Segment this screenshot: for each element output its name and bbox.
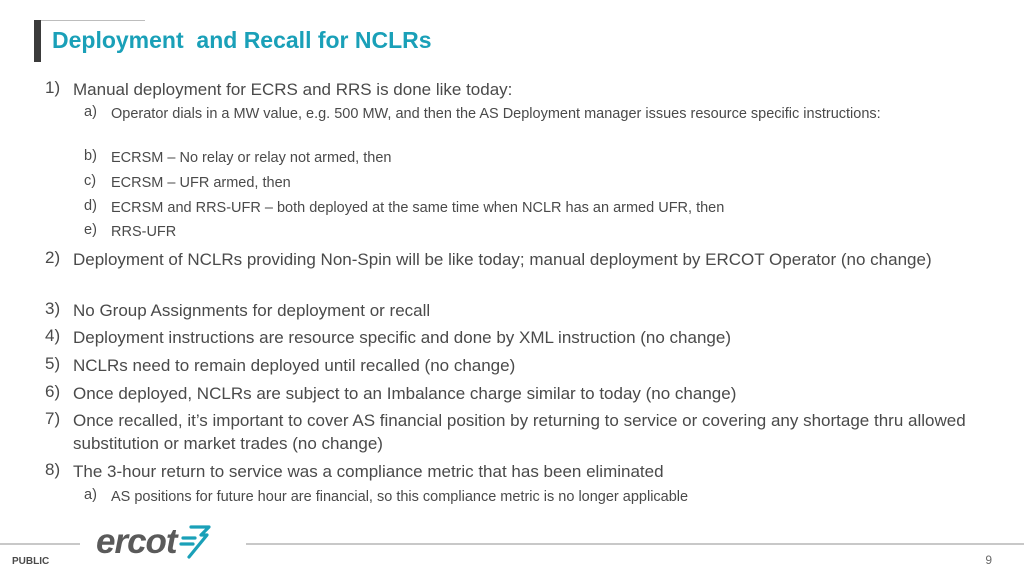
sub-list-letter: b): [84, 148, 97, 164]
list-text: The 3-hour return to service was a compliance metric that has been eliminated: [73, 462, 664, 481]
list-number: 3): [45, 299, 61, 318]
ercot-lightning-icon: [179, 524, 213, 560]
sub-list-text: ECRSM – UFR armed, then: [111, 175, 291, 191]
page-number: 9: [985, 553, 992, 567]
sub-list-letter: d): [84, 198, 97, 214]
list-number: 7): [45, 409, 61, 428]
list-text: Deployment of NCLRs providing Non-Spin will be like today; manual deployment by ERCOT Operator (no change): [73, 250, 932, 269]
list-number: 5): [45, 354, 61, 373]
list-number: 2): [45, 248, 61, 267]
list-number: 8): [45, 460, 61, 479]
logo-wordmark: ercot: [96, 522, 177, 561]
classification-label: PUBLIC: [12, 556, 50, 567]
slide-title: Deployment and Recall for NCLRs: [52, 27, 432, 53]
sub-list-text: RRS-UFR: [111, 224, 177, 240]
list-text: Once recalled, it’s important to cover AS financial position by returning to service or covering any shortage thru allowed substitution or market trades (no change): [73, 411, 966, 453]
list-text: Deployment instructions are resource specific and done by XML instruction (no change): [73, 328, 731, 347]
sub-list-letter: c): [84, 173, 97, 189]
ercot-logo: [96, 522, 213, 562]
list-number: 6): [45, 382, 61, 401]
sub-list-text: ECRSM and RRS-UFR – both deployed at the same time when NCLR has an armed UFR, then: [111, 200, 725, 216]
sub-list-letter: a): [84, 104, 97, 120]
sub-list-letter: a): [84, 487, 97, 503]
list-number: 1): [45, 78, 61, 97]
sub-list-text: AS positions for future hour are financial, so this compliance metric is no longer applicable: [111, 489, 689, 505]
sub-list-text: Operator dials in a MW value, e.g. 500 MW, and then the AS Deployment manager issues resource specific instructions:: [111, 106, 881, 122]
list-text: No Group Assignments for deployment or recall: [73, 301, 431, 320]
footer-rule-right: [246, 543, 1024, 545]
list-text: Manual deployment for ECRS and RRS is done like today:: [73, 80, 513, 99]
sub-list-text: ECRSM – No relay or relay not armed, then: [111, 150, 392, 166]
list-number: 4): [45, 326, 61, 345]
list-text: NCLRs need to remain deployed until recalled (no change): [73, 356, 516, 375]
title-rule: [41, 20, 145, 21]
list-text: Once deployed, NCLRs are subject to an Imbalance charge similar to today (no change): [73, 384, 737, 403]
title-accent-bar: [34, 20, 41, 62]
sub-list-letter: e): [84, 222, 97, 238]
footer-rule-left: [0, 543, 80, 545]
